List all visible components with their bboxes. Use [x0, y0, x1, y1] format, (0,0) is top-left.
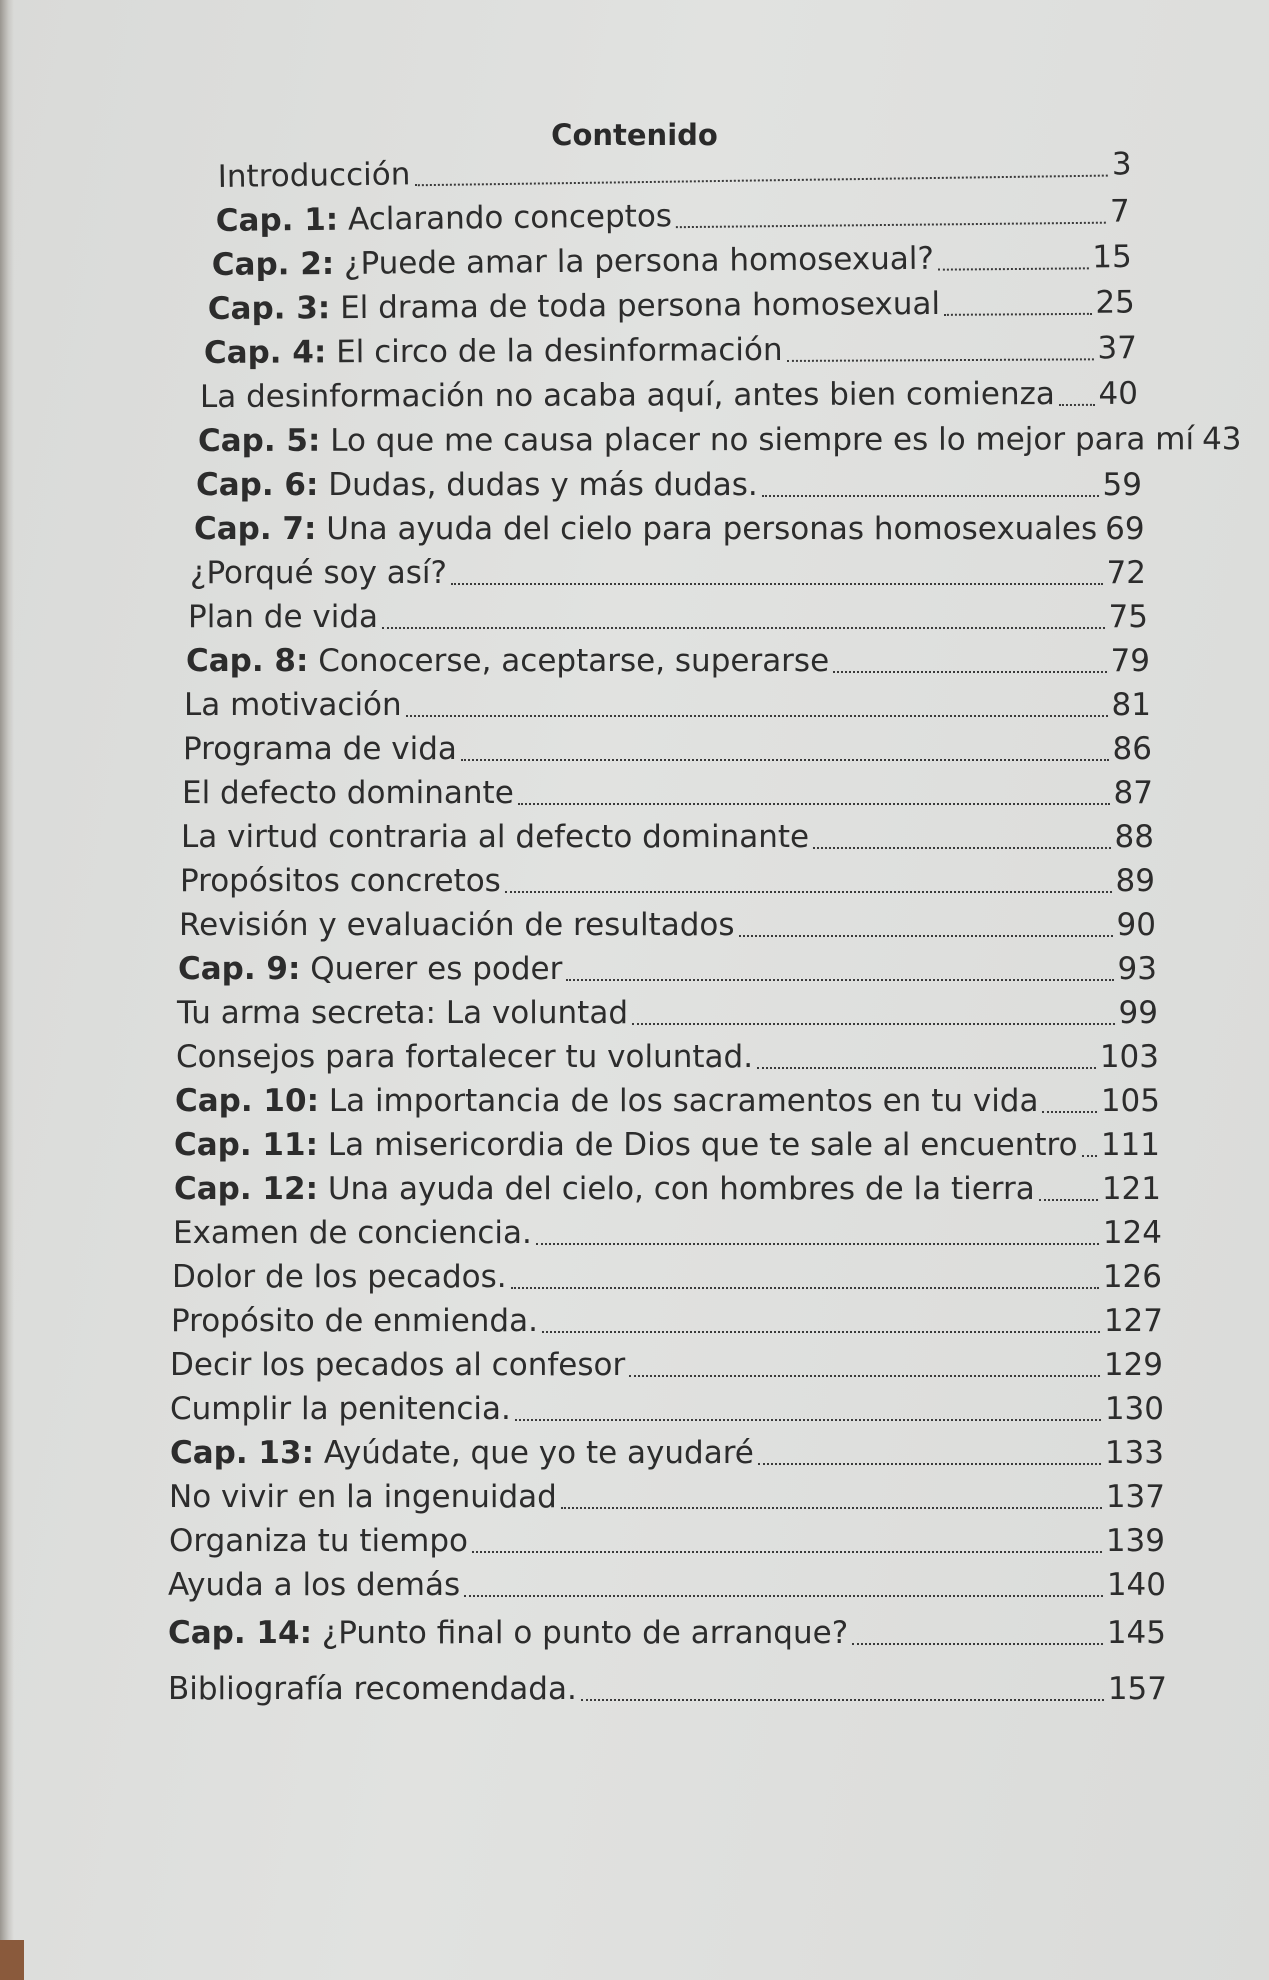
toc-entry-title [170, 1346, 625, 1384]
toc-entry-title [173, 1214, 532, 1252]
chapter-number: Cap. 9: [178, 951, 301, 987]
toc-entry-title [176, 1038, 753, 1076]
toc-entry-text: Bibliografía recomendada. [168, 1671, 577, 1707]
toc-entry-text: El drama de toda persona homosexual [330, 285, 941, 327]
toc-entry-title [217, 155, 410, 196]
page-number: 127 [1103, 1303, 1163, 1339]
dot-leader [505, 891, 1112, 893]
toc-entry [184, 686, 1151, 724]
toc-entry-title [175, 1082, 1038, 1120]
toc-entry-text: Organiza tu tiempo [169, 1523, 468, 1559]
toc-entry-text: Examen de conciencia. [173, 1215, 532, 1251]
toc-entry-text: No vivir en la ingenuidad [169, 1479, 557, 1515]
toc-entry-title [204, 331, 783, 372]
toc-entry [174, 1126, 1160, 1164]
toc-entry [176, 1038, 1159, 1076]
toc-entry-text: Decir los pecados al confesor [170, 1347, 626, 1383]
toc-entry [197, 420, 1242, 460]
page-number: 145 [1106, 1615, 1166, 1651]
dot-leader [542, 1331, 1100, 1333]
toc-entry-title [182, 774, 514, 812]
toc-entry-text: La virtud contraria al defecto dominante [181, 819, 810, 855]
dot-leader [1039, 1199, 1098, 1201]
toc-entry [171, 1302, 1163, 1340]
toc-entry-title [171, 1302, 538, 1340]
toc-entry-title [170, 1390, 511, 1428]
toc-entry-text: Revisión y evaluación de resultados [179, 907, 735, 943]
toc-entry [170, 1434, 1164, 1472]
toc-entry [177, 994, 1158, 1032]
toc-entry [180, 862, 1155, 900]
page-number: 105 [1100, 1083, 1160, 1119]
toc-entry-title [184, 686, 402, 724]
page-number: 124 [1102, 1215, 1162, 1251]
page-number: 137 [1105, 1479, 1165, 1515]
toc-entry [181, 818, 1154, 856]
chapter-number: Cap. 14: [168, 1615, 312, 1651]
toc-entry-text: Ayuda a los demás [168, 1567, 461, 1603]
toc-entry-title [183, 730, 457, 768]
toc-entry-title [190, 554, 447, 592]
dot-leader [1082, 1155, 1097, 1157]
page-number: 69 [1105, 511, 1145, 547]
toc-entry-text: Conocerse, aceptarse, superarse [308, 643, 830, 679]
dot-leader [511, 1287, 1099, 1289]
page-number: 40 [1098, 375, 1138, 412]
toc-entry-title [198, 420, 1194, 460]
toc-entry-title [194, 510, 1097, 548]
toc-entry [173, 1214, 1162, 1252]
chapter-number: Cap. 2: [211, 245, 335, 284]
page-number: 88 [1114, 819, 1154, 855]
dot-leader [561, 1507, 1102, 1509]
dot-leader [566, 979, 1113, 981]
toc-entry [183, 730, 1152, 768]
toc-entry-text: ¿Punto final o punto de arranque? [311, 1615, 849, 1651]
page-number: 133 [1104, 1435, 1164, 1471]
chapter-number: Cap. 7: [194, 511, 317, 547]
chapter-number: Cap. 5: [197, 422, 321, 459]
toc-entry [179, 906, 1156, 944]
page-number: 72 [1106, 555, 1146, 591]
toc-entry [196, 466, 1142, 504]
dot-leader [515, 1419, 1101, 1421]
toc-entry-title [186, 642, 829, 680]
chapter-number: Cap. 10: [175, 1083, 319, 1119]
toc-entry-title [212, 240, 934, 284]
toc-entry [170, 1346, 1163, 1384]
page-number: 3 [1111, 146, 1132, 183]
page-number: 15 [1092, 238, 1132, 276]
dot-leader [833, 671, 1106, 673]
dot-leader [762, 495, 1099, 497]
page-number: 130 [1104, 1391, 1164, 1427]
page-number: 111 [1100, 1127, 1160, 1163]
toc-entry-title [168, 1670, 577, 1708]
toc-entry-title [170, 1434, 754, 1472]
toc-entry-text: Programa de vida [183, 731, 457, 767]
toc-entry [194, 510, 1144, 548]
page-number: 7 [1109, 193, 1130, 230]
toc-entry [216, 192, 1130, 240]
dot-leader [629, 1375, 1100, 1377]
toc-entry-text: Propósitos concretos [180, 863, 501, 899]
dot-leader [382, 627, 1105, 629]
page-number: 81 [1111, 687, 1151, 723]
toc-entry-text: Propósito de enmienda. [171, 1303, 538, 1339]
page-number: 89 [1115, 863, 1155, 899]
chapter-number: Cap. 13: [170, 1435, 314, 1471]
toc-entry-text: El defecto dominante [182, 775, 514, 811]
dot-leader [632, 1023, 1115, 1025]
page-number: 129 [1103, 1347, 1163, 1383]
toc-entry [188, 598, 1148, 636]
toc-entry-text: La desinformación no acaba aquí, antes bien comienza [199, 376, 1055, 415]
toc-entry-title [168, 1614, 848, 1652]
chapter-number: Cap. 6: [196, 467, 319, 503]
toc-entry-text: Aclarando conceptos [338, 198, 673, 238]
toc-entry-title [169, 1522, 468, 1560]
toc-entry-text: Lo que me causa placer no siempre es lo mejor para mí [320, 421, 1195, 459]
toc-entry-text: El circo de la desinformación [326, 331, 783, 371]
toc-entry [182, 774, 1153, 812]
toc-entry-text: ¿Puede amar la persona homosexual? [334, 240, 935, 282]
toc-entry [217, 145, 1131, 196]
page-number: 140 [1106, 1567, 1166, 1603]
page-number: 90 [1116, 907, 1156, 943]
page-number: 121 [1101, 1171, 1161, 1207]
dot-leader [1042, 1111, 1096, 1113]
toc-entry-title [196, 466, 758, 504]
dot-leader [813, 847, 1110, 849]
toc-entry [168, 1566, 1166, 1604]
page-number: 37 [1097, 330, 1137, 367]
toc-entry [174, 1170, 1161, 1208]
toc-entry-text: La motivación [184, 687, 402, 723]
page-number: 75 [1108, 599, 1148, 635]
toc-entry [186, 642, 1150, 680]
page-title: Contenido [551, 118, 718, 152]
dot-leader [464, 1595, 1103, 1597]
dot-leader [787, 358, 1094, 362]
toc-entry-text: ¿Porqué soy así? [190, 555, 447, 591]
toc-entry-text: Dudas, dudas y más dudas. [318, 467, 758, 503]
toc-entry-title [216, 197, 673, 240]
dot-leader [944, 313, 1091, 316]
dot-leader [518, 803, 1110, 805]
toc-entry-text: Introducción [217, 156, 411, 196]
chapter-number: Cap. 3: [207, 290, 331, 328]
toc-entry-title [172, 1258, 507, 1296]
chapter-number: Cap. 4: [203, 334, 327, 371]
toc-entry-title [177, 994, 628, 1032]
toc-entry-title [179, 906, 735, 944]
toc-entry-title [174, 1170, 1035, 1208]
toc-entry-title [188, 598, 378, 636]
toc-entry-title [208, 285, 940, 328]
page-number: 93 [1117, 951, 1157, 987]
dot-leader [676, 222, 1106, 229]
dot-leader [414, 175, 1108, 187]
toc-entry [172, 1258, 1162, 1296]
toc-entry [208, 284, 1135, 328]
page-number: 86 [1112, 731, 1152, 767]
page-number: 126 [1102, 1259, 1162, 1295]
dot-leader [472, 1551, 1102, 1553]
dot-leader [758, 1463, 1101, 1465]
page-number: 87 [1113, 775, 1153, 811]
page-number: 139 [1105, 1523, 1165, 1559]
page-number: 25 [1095, 284, 1135, 321]
toc-entry-text: La importancia de los sacramentos en tu vida [318, 1083, 1039, 1119]
toc-entry [178, 950, 1157, 988]
toc-entry [212, 238, 1132, 284]
toc-entry-title [174, 1126, 1078, 1164]
page-number: 99 [1118, 995, 1158, 1031]
toc-entry-title [178, 950, 562, 988]
dot-leader [938, 267, 1088, 270]
toc-entry-text: Consejos para fortalecer tu voluntad. [176, 1039, 754, 1075]
toc-entry [175, 1082, 1160, 1120]
toc-entry-text: Una ayuda del cielo para personas homosexuales [316, 511, 1098, 547]
toc-entry-text: La misericordia de Dios que te sale al encuentro [317, 1127, 1078, 1163]
chapter-number: Cap. 1: [215, 201, 339, 240]
page-number: 103 [1099, 1039, 1159, 1075]
toc-entry [169, 1478, 1165, 1516]
toc-entry-title [168, 1566, 460, 1604]
toc-entry-text: Una ayuda del cielo, con hombres de la tierra [317, 1171, 1035, 1207]
page-number: 43 [1202, 421, 1242, 458]
toc-entry [169, 1522, 1165, 1560]
toc-entry [168, 1614, 1166, 1652]
toc-entry-title [169, 1478, 557, 1516]
chapter-number: Cap. 12: [174, 1171, 318, 1207]
toc-entry-text: Tu arma secreta: La voluntad [177, 995, 628, 1031]
toc-entry [200, 375, 1138, 416]
toc-entry-title [181, 818, 809, 856]
toc-entry [190, 554, 1146, 592]
toc-entry-text: Plan de vida [188, 599, 379, 635]
page-number: 59 [1102, 467, 1142, 503]
toc-entry [168, 1670, 1167, 1708]
chapter-number: Cap. 11: [174, 1127, 318, 1163]
toc-entry-text: Querer es poder [300, 951, 563, 987]
toc-entry-text: Ayúdate, que yo te ayudaré [313, 1435, 754, 1471]
dot-leader [581, 1699, 1104, 1701]
dot-leader [739, 935, 1113, 937]
toc-entry [204, 329, 1137, 372]
toc-entry-title [180, 862, 501, 900]
toc-entry [170, 1390, 1164, 1428]
toc-entry-text: Cumplir la penitencia. [170, 1391, 511, 1427]
chapter-number: Cap. 8: [186, 643, 309, 679]
dot-leader [406, 715, 1108, 717]
dot-leader [451, 583, 1103, 585]
page-number: 79 [1110, 643, 1150, 679]
dot-leader [852, 1643, 1103, 1645]
dot-leader [536, 1243, 1099, 1245]
dot-leader [1059, 404, 1095, 406]
page-number: 157 [1107, 1671, 1167, 1707]
toc-entry-text: Dolor de los pecados. [172, 1259, 507, 1295]
dot-leader [461, 759, 1109, 761]
dot-leader [757, 1067, 1096, 1069]
toc-entry-title [200, 375, 1055, 416]
